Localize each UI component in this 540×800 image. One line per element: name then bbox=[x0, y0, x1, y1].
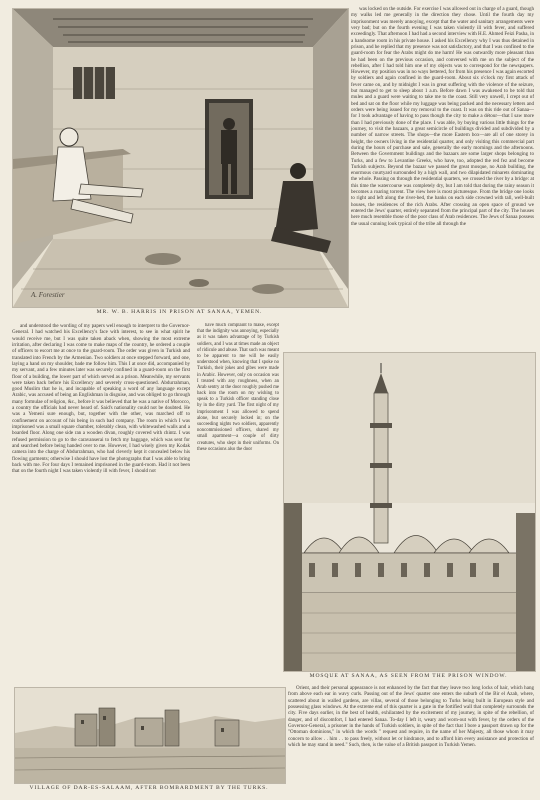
article-text: Orient, and their personal appearance is not enhanced by the fact that they leave two long locks of hair, which hang from above each ear in wavy curls. Passing out of the Jews' quarter one enters the suburb of the Bir el Azab, where, scattered about in walled gardens, are villas, several of those belonging to Turks being built in European style and possessing glass windows. At the extreme end of this quarter is a gate in the fortified wall that completely surrounds the city. Five days earlier, in the best of health, exhilarated by the excitement of my journey, in spite of the rebellion, of danger, and of discomfort, I had entered Sanaa. To-day I left it, weary and worn-out with fever, by the orders of the Governor-General, a prisoner in the hands of Turkish soldiers, in spite of the fact that I bore a passport drawn up for the "Ottoman dominions," in which the words " request and require, in the name of her Majesty, all those whom it may concern to allow . . him . . to pass freely, without let or hindrance, and to afford him every assistance and protection of which he may stand in need." Such, then, is the value of a British passport in Turkish Yemen. bbox=[288, 685, 534, 748]
article-text: have much complaint to make, except that the indignity was annoying, especially as it was taken advantage of by Turkish soldiers, and I was at times made an object of ridicule and abuse. That such was meant to be apparent to me will be easily understood when, knowing that I spoke no Turkish, their jokes and gibes were made in Arabic. However, only on occasion was I treated with any roughness, when an Arab sentry at the door roughly pushed me back into the room on my wishing to speak to a Turkish officer standing close by in the dirty yard. The first night of my imprisonment I was allowed to spend alone, but securely locked in; on the succeeding nights two soldiers, apparently noncommissioned officers, shared my small apartment—a couple of dirty creatures, who slept in their uniforms. On these occasions also the door bbox=[197, 323, 279, 452]
article-text: and understood the wording of my papers well enough to interpret to the Governor-General. I had watched his Excellency's face with interest, to see in what spirit he would receive me, but I was quite taken aback when, showing the most extreme irritation, after declaring I was come to make maps of the country, he ordered a couple of officers to escort me at once to the guard-room. The order was given in Turkish and translated into French by the Armenian. Two soldiers at once stepped forward, and one, laying a hand on my shoulder, bade me follow him. This I at once did, accompanied by my servant, and a few minutes later was securely confined in a guard-room on the first floor of a building, the lower part of which served as a prison. Meanwhile, my servants were taken back before his Excellency and severely cross-questioned. Abdurrahman, good Muslim that he is, and incapable of speaking a word of any language except Arabic, was accused of being an Englishman in disguise, and was obliged to go through many formulae of religion, &c., before it was believed that he was a native of Morocco, a country the officials had never heard of. Said's nationality could not be doubted. He was a Yemeni sure enough, but, together with the other, was marched off to confinement on account of his being in such bad company. The room in which I was imprisoned was a small square chamber, tolerably clean, with whitewashed walls and a boarded floor. Along one side ran a wooden divan, roughly covered with chintz. I was refused permission to go to the caravanserai to fetch my baggage, which was sent for and searched before being handed over to me. However, I had wisely given my Kodak camera into the charge of Abdurrahman, who had cleverly kept it concealed below his flowing garments; otherwise I should have lost the photographs that I was able to bring back with me. For four days I remained imprisoned in the guard-room. Had it not been that on the fourth night I was taken violently ill with fever, I should not bbox=[12, 323, 190, 475]
article-text: was locked on the outside. For exercise I was allowed out in charge of a guard, though my walks led me generally in the direction they chose. Until the fourth day my imprisonment was merely annoying, except that the water and sanitary arrangements were very bad; but on the fourth evening I was taken violently ill with fever, and suffered exceedingly. That afternoon I had had a second interview with H.E. Ahmed Feizi Pasha, in a handsome room in his private house. I asked his Excellency why I was thus detained in prison, and he replied that my presence was not satisfactory, and that I was confined to the guard-room for fear the Arabs might do me harm! He was outwardly more pleasant than he had been on the previous occasion, and conversed with me on the subject of the rebellion, after I had told him one of my objects was to correspond for the newspapers. However, my position was in no ways bettered, for from his presence I was again escorted by soldiers and again confined in the guard-room. About six o'clock my first attack of fever came on, and by midnight I was in great suffering with the violence of the seizure, but managed to get to sleep about 1 a.m. Before dawn I was awakened to be told that mules and a guard were waiting to take me to the coast. Still very unwell, I crept out of bed and sat on the floor while my luggage was being packed and the necessary letters and orders were being issued for my removal to the coast. It was on this ride out of Sanaa—for I took advantage of having to pass though the city to make a détour—that I saw more than I had previously done of the place. I was able, by buying various little things for the journey, to visit the bazaars, a great semicircle of buildings divided and subdivided by a number of narrow streets. The shops—the more Eastern box—are all of one storey in height, the owners living in the residential quarter, and only visiting this commercial part during the hours of purchase and sale, generally the early mornings and the afternoons. Between the Government buildings and the bazaars are some larger shops belonging to Turks, and a few to Levantine Greeks, who have, too, adopted the red fez and become Turkish subjects. Beyond the bazaar we passed the great mosque, no Arab building, the enormous courtyard surrounded by a high wall, and two dilapidated minarets dominating the whole. Passing on through the residential quarters, we crossed the river by a bridge: at this time the watercourse was completely dry, but I am told that during the rainy season it becomes a roaring torrent. The view here is most picturesque. From the bridge one looks to right and left along the river-bed, the banks on each side crowned with tall, well-built houses, the residences of the rich Arabs. After crossing an open space of ground we entered the Jews' quarter, entirely separated from the principal part of the city. The houses here much resemble those of the poor class of Arab residences. The Jews of Sanaa possess the usual cunning look typical of the tribe all through the bbox=[351, 6, 534, 227]
village-engraving bbox=[14, 687, 286, 784]
article-column-bottom-right bbox=[288, 685, 534, 795]
article-column-mid-center bbox=[197, 323, 279, 685]
mosque-caption: MOSQUE AT SANAA, AS SEEN FROM THE PRISON WINDOW. bbox=[309, 673, 508, 679]
prison-engraving bbox=[12, 8, 349, 308]
article-column-mid-left bbox=[12, 323, 190, 685]
artist-signature: A. Forestier bbox=[31, 291, 65, 299]
village-caption: VILLAGE OF DAR-ES-SALAAM, AFTER BOMBARDMENT BY THE TURKS. bbox=[29, 785, 269, 791]
mosque-engraving bbox=[283, 352, 536, 672]
prison-caption: MR. W. B. HARRIS IN PRISON AT SANAA, YEMEN. bbox=[96, 309, 263, 315]
article-column-top-right bbox=[351, 6, 534, 348]
